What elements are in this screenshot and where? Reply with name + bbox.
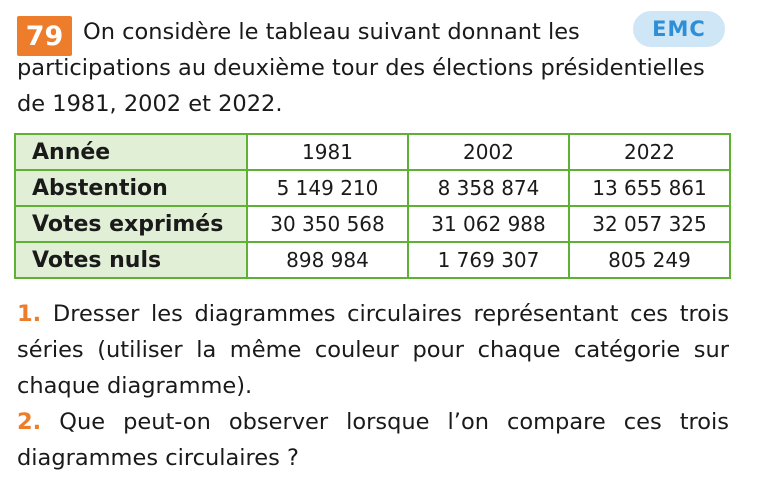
value-cell: 898 984: [247, 242, 408, 278]
emc-tag-badge: EMC: [633, 11, 725, 47]
value-cell: 30 350 568: [247, 206, 408, 242]
row-label-cell: Votes nuls: [15, 242, 247, 278]
row-label-cell: Abstention: [15, 170, 247, 206]
question-text: Dresser les diagrammes circulaires représentant ces trois séries (utiliser la même couleur pour chaque catégorie sur chaque diagramme).: [17, 301, 730, 399]
question-number: 1.: [17, 301, 42, 327]
exercise-number-badge: 79: [17, 16, 72, 56]
value-cell: 1 769 307: [408, 242, 569, 278]
year-cell: 2022: [569, 134, 730, 170]
row-label-cell: Votes exprimés: [15, 206, 247, 242]
question-1: [17, 296, 729, 404]
value-cell: 13 655 861: [569, 170, 730, 206]
table-row: [15, 206, 730, 242]
question-2: [17, 404, 729, 476]
intro-text: On considère le tableau suivant donnant les participations au deuxième tour des élections présidentielles de 1981, 2002 et 2022.: [17, 19, 705, 117]
value-cell: 32 057 325: [569, 206, 730, 242]
question-number: 2.: [17, 409, 42, 435]
value-cell: 31 062 988: [408, 206, 569, 242]
year-cell: 2002: [408, 134, 569, 170]
table-header-row: [15, 134, 730, 170]
table-row: [15, 242, 730, 278]
value-cell: 8 358 874: [408, 170, 569, 206]
year-cell: 1981: [247, 134, 408, 170]
participation-table: [14, 133, 731, 279]
header-label-cell: Année: [15, 134, 247, 170]
questions-block: [17, 296, 729, 476]
table-row: [15, 170, 730, 206]
value-cell: 805 249: [569, 242, 730, 278]
exercise-intro: [17, 14, 729, 122]
question-text: Que peut-on observer lorsque l’on compare ces trois diagrammes circulaires ?: [17, 409, 730, 471]
value-cell: 5 149 210: [247, 170, 408, 206]
